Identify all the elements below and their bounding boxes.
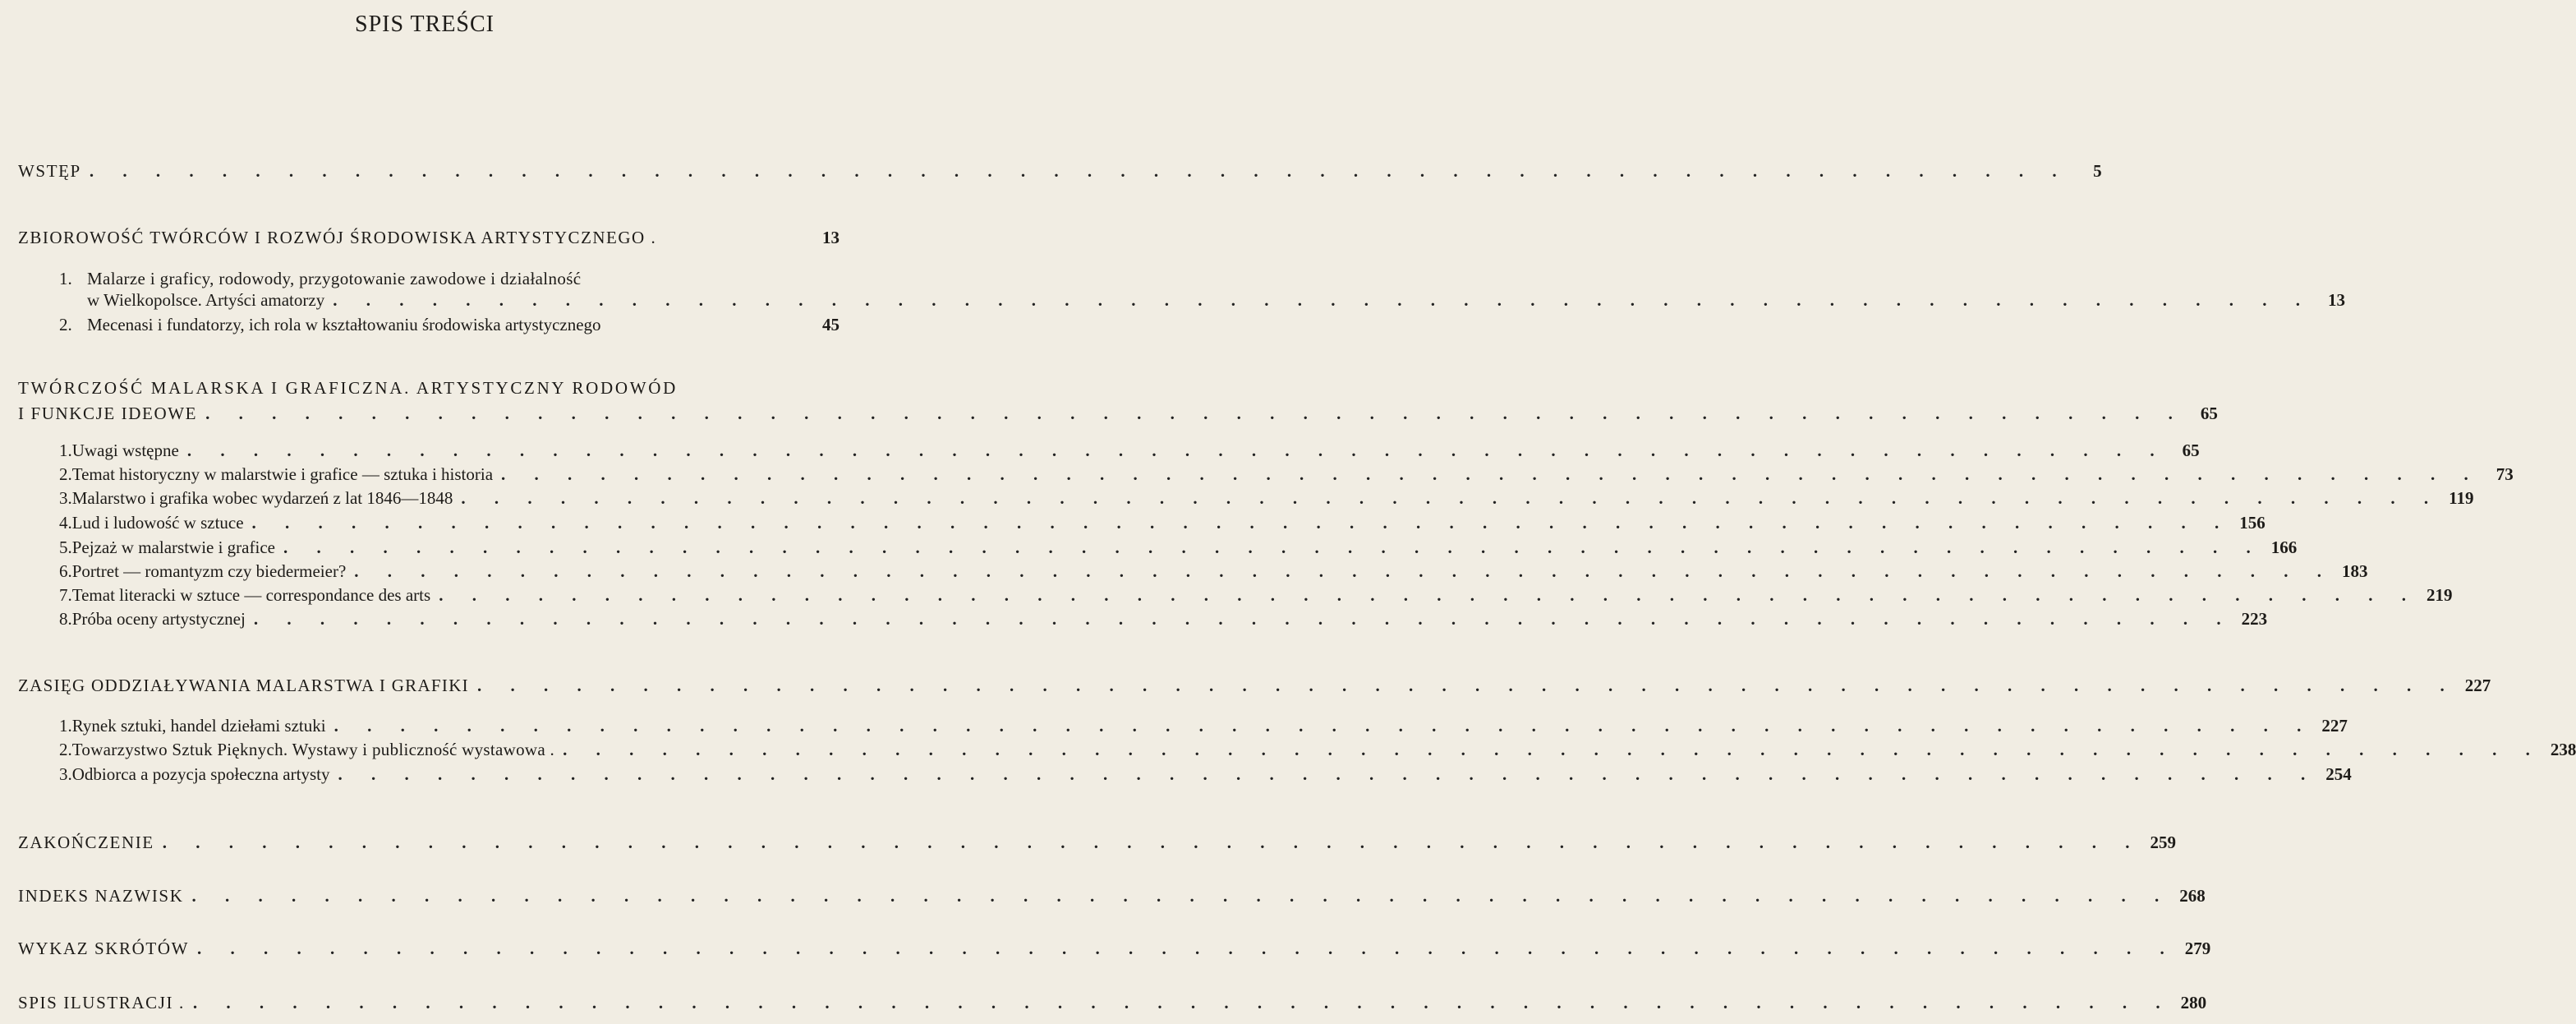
entry-number: 8.	[59, 609, 72, 629]
toc-entry-spis-ilustracji[interactable]	[18, 991, 2207, 1015]
entry-number: 2.	[59, 740, 72, 759]
dot-leader: . . . . . . . . . . . . . . . . . . . . . . . . . . . . . . . . . . . . . . . . . . . . . . . . . . . . . . . . . . . .	[89, 161, 2069, 181]
dot-leader: . . . . . . . . . . . . . . . . . . . . . . . . . . . . . . . . . . . . . . . . . . . . . . . . . . . . . . . . . . . .	[439, 585, 2418, 605]
page-number: 166	[2270, 537, 2298, 557]
toc-entry-label: I FUNKCJE IDEOWE	[18, 404, 198, 423]
entry-number: 4.	[59, 513, 72, 533]
toc-subentry-s1[interactable]	[59, 714, 2348, 738]
toc-subentry-s3[interactable]	[59, 763, 2352, 786]
entry-number: 7.	[59, 585, 72, 605]
toc-entry-label: ZAKOŃCZENIE	[18, 833, 154, 852]
toc-entry-zakonczenie[interactable]	[18, 831, 2176, 855]
entry-number: 2.	[59, 315, 72, 334]
toc-entry-label: Temat historyczny w malarstwie i grafice — sztuka i historia	[71, 464, 494, 484]
toc-subentry-t6[interactable]	[59, 560, 2368, 583]
entry-number: 3.	[59, 488, 72, 508]
dot-leader: . . . . . . . . . . . . . . . . . . . . . . . . . . . . . . . . . . . . . . . . . . . . . . . . . . . . . . . . . . . .	[253, 609, 2233, 629]
toc-entry-label: ZASIĘG ODDZIAŁYWANIA MALARSTWA I GRAFIKI	[18, 676, 469, 695]
page-number: 219	[2426, 585, 2453, 605]
toc-subentry-t8[interactable]	[59, 607, 2268, 631]
entry-number: 6.	[59, 561, 72, 581]
entry-number: 1.	[59, 269, 72, 288]
toc-entry-wykaz[interactable]	[18, 937, 2211, 961]
dot-leader: . . . . . . . . . . . . . . . . . . . . . . . . . . . . . . . . . . . . . . . . . . . . . . . . . . . . . . . . . . . .	[338, 764, 2318, 784]
toc-entry-zasieg[interactable]	[18, 674, 2491, 698]
toc-entry-label: Próba oceny artystycznej	[71, 609, 246, 629]
dot-leader: . . . . . . . . . . . . . . . . . . . . . . . . . . . . . . . . . . . . . . . . . . . . . . . . . . . . . . . . . . . .	[334, 716, 2314, 736]
toc-entry-label: w Wielkopolsce. Artyści amatorzy	[87, 290, 325, 310]
dot-leader: . . . . . . . . . . . . . . . . . . . . . . . . . . . . . . . . . . . . . . . . . . . . . . . . . . . . . . . . . . . .	[191, 886, 2172, 906]
dot-leader: . . . . . . . . . . . . . . . . . . . . . . . . . . . . . . . . . . . . . . . . . . . . . . . . . . . . . . . . . . . .	[205, 404, 2185, 423]
page-number: 280	[2180, 993, 2207, 1012]
page-number: 238	[2550, 740, 2576, 759]
toc-entry-label: INDEKS NAZWISK	[18, 886, 184, 906]
page-number: 254	[2325, 764, 2352, 784]
entry-number: 1.	[59, 441, 72, 460]
page-number: 183	[2342, 561, 2368, 581]
entry-number: 5.	[59, 537, 72, 557]
entry-number: 3.	[59, 764, 72, 784]
toc-entry-label: Mecenasi i fundatorzy, ich rola w kształtowaniu środowiska artystycznego	[87, 315, 601, 334]
toc-entry-label: Portret — romantyzm czy biedermeier?	[71, 561, 347, 581]
toc-entry-wstep[interactable]	[18, 159, 2102, 183]
dot-leader: . . . . . . . . . . . . . . . . . . . . . . . . . . . . . . . . . . . . . . . . . . . . . . . . . . . . . . . . . . . .	[501, 464, 2481, 484]
page-number: 5	[2093, 161, 2102, 181]
page-number: 13	[822, 228, 840, 247]
dot-leader: . . . . . . . . . . . . . . . . . . . . . . . . . . . . . . . . . . . . . . . . . . . . . . . . . . . . . . . . . . . .	[333, 290, 2312, 310]
toc-subentry-z1-line2[interactable]	[87, 288, 2345, 312]
page-number: 259	[2150, 833, 2176, 852]
toc-subentry-z2[interactable]	[59, 313, 840, 337]
toc-entry-label: SPIS ILUSTRACJI .	[18, 993, 185, 1012]
toc-entry-label: ZBIOROWOŚĆ TWÓRCÓW I ROZWÓJ ŚRODOWISKA ARTYSTYCZNEGO .	[18, 228, 657, 247]
page-number: 227	[2321, 716, 2348, 736]
page-number: 13	[2327, 290, 2345, 310]
dot-leader: . . . . . . . . . . . . . . . . . . . . . . . . . . . . . . . . . . . . . . . . . . . . . . . . . . . . . . . . . . . .	[162, 833, 2142, 852]
page-number: 279	[2184, 939, 2211, 958]
toc-entry-label: Lud i ludowość w sztuce	[71, 513, 244, 533]
page-number: 45	[822, 315, 840, 334]
page-title: SPIS TREŚCI	[355, 12, 494, 37]
toc-entry-zbiorowosc[interactable]	[18, 226, 840, 250]
page-number: 73	[2496, 464, 2514, 484]
page-number: 223	[2241, 609, 2268, 629]
dot-leader: . . . . . . . . . . . . . . . . . . . . . . . . . . . . . . . . . . . . . . . . . . . . . . . . . . . . . . . . . . . .	[197, 939, 2177, 958]
toc-subentry-z1-line1[interactable]	[59, 267, 581, 291]
toc-subentry-t2[interactable]	[59, 463, 2514, 487]
toc-entry-label: WYKAZ SKRÓTÓW	[18, 939, 190, 958]
dot-leader: . . . . . . . . . . . . . . . . . . . . . . . . . . . . . . . . . . . . . . . . . . . . . . . . . . . . . . . . . . . .	[461, 488, 2441, 508]
toc-entry-label: Uwagi wstępne	[71, 441, 179, 460]
toc-entry-label: Odbiorca a pozycja społeczna artysty	[71, 764, 330, 784]
dot-leader: . . . . . . . . . . . . . . . . . . . . . . . . . . . . . . . . . . . . . . . . . . . . . . . . . . . . . . . . . . . .	[192, 993, 2173, 1012]
page-number: 119	[2449, 488, 2474, 508]
toc-entry-tworczosc-line1[interactable]: TWÓRCZOŚĆ MALARSKA I GRAFICZNA. ARTYSTYCZNY RODOWÓD	[18, 378, 678, 398]
dot-leader: . . . . . . . . . . . . . . . . . . . . . . . . . . . . . . . . . . . . . . . . . . . . . . . . . . . . . . . . . . . .	[476, 676, 2457, 695]
page-number: 227	[2464, 676, 2491, 695]
toc-entry-label: Temat literacki w sztuce — correspondance des arts	[71, 585, 431, 605]
toc-entry-label: Malarze i graficy, rodowody, przygotowanie zawodowe i działalność	[87, 269, 582, 288]
dot-leader: . . . . . . . . . . . . . . . . . . . . . . . . . . . . . . . . . . . . . . . . . . . . . . . . . . . . . . . . . . . .	[251, 513, 2232, 533]
page-number: 156	[2239, 513, 2266, 533]
toc-entry-indeks[interactable]	[18, 884, 2206, 908]
page-number: 268	[2179, 886, 2206, 906]
toc-subentry-t7[interactable]	[59, 583, 2453, 607]
dot-leader: . . . . . . . . . . . . . . . . . . . . . . . . . . . . . . . . . . . . . . . . . . . . . . . . . . . . . . . . . . . .	[354, 561, 2334, 581]
toc-subentry-t4[interactable]	[59, 511, 2266, 535]
dot-leader: . . . . . . . . . . . . . . . . . . . . . . . . . . . . . . . . . . . . . . . . . . . . . . . . . . . . . . . . . . . .	[186, 441, 2167, 460]
toc-subentry-t3[interactable]	[59, 487, 2474, 510]
toc-entry-label: Malarstwo i grafika wobec wydarzeń z lat 1846—1848	[71, 488, 453, 508]
toc-subentry-t5[interactable]	[59, 536, 2298, 560]
dot-leader: . . . . . . . . . . . . . . . . . . . . . . . . . . . . . . . . . . . . . . . . . . . . . . . . . . . . . . . . . . . .	[283, 537, 2263, 557]
dot-leader: . . . . . . . . . . . . . . . . . . . . . . . . . . . . . . . . . . . . . . . . . . . . . . . . . . . . . . . . . . . .	[563, 740, 2542, 759]
entry-number: 2.	[59, 464, 72, 484]
toc-entry-label: Rynek sztuki, handel dziełami sztuki	[71, 716, 326, 736]
toc-entry-label: Pejzaż w malarstwie i grafice	[71, 537, 275, 557]
page-number: 65	[2200, 404, 2218, 423]
page-number: 65	[2182, 441, 2200, 460]
entry-number: 1.	[59, 716, 72, 736]
toc-entry-label: WSTĘP	[18, 161, 81, 181]
toc-entry-tworczosc-line2[interactable]	[18, 402, 2218, 426]
toc-entry-label: Towarzystwo Sztuk Pięknych. Wystawy i publiczność wystawowa .	[71, 740, 555, 759]
toc-subentry-s2[interactable]	[59, 738, 2576, 762]
toc-subentry-t1[interactable]	[59, 439, 2200, 463]
